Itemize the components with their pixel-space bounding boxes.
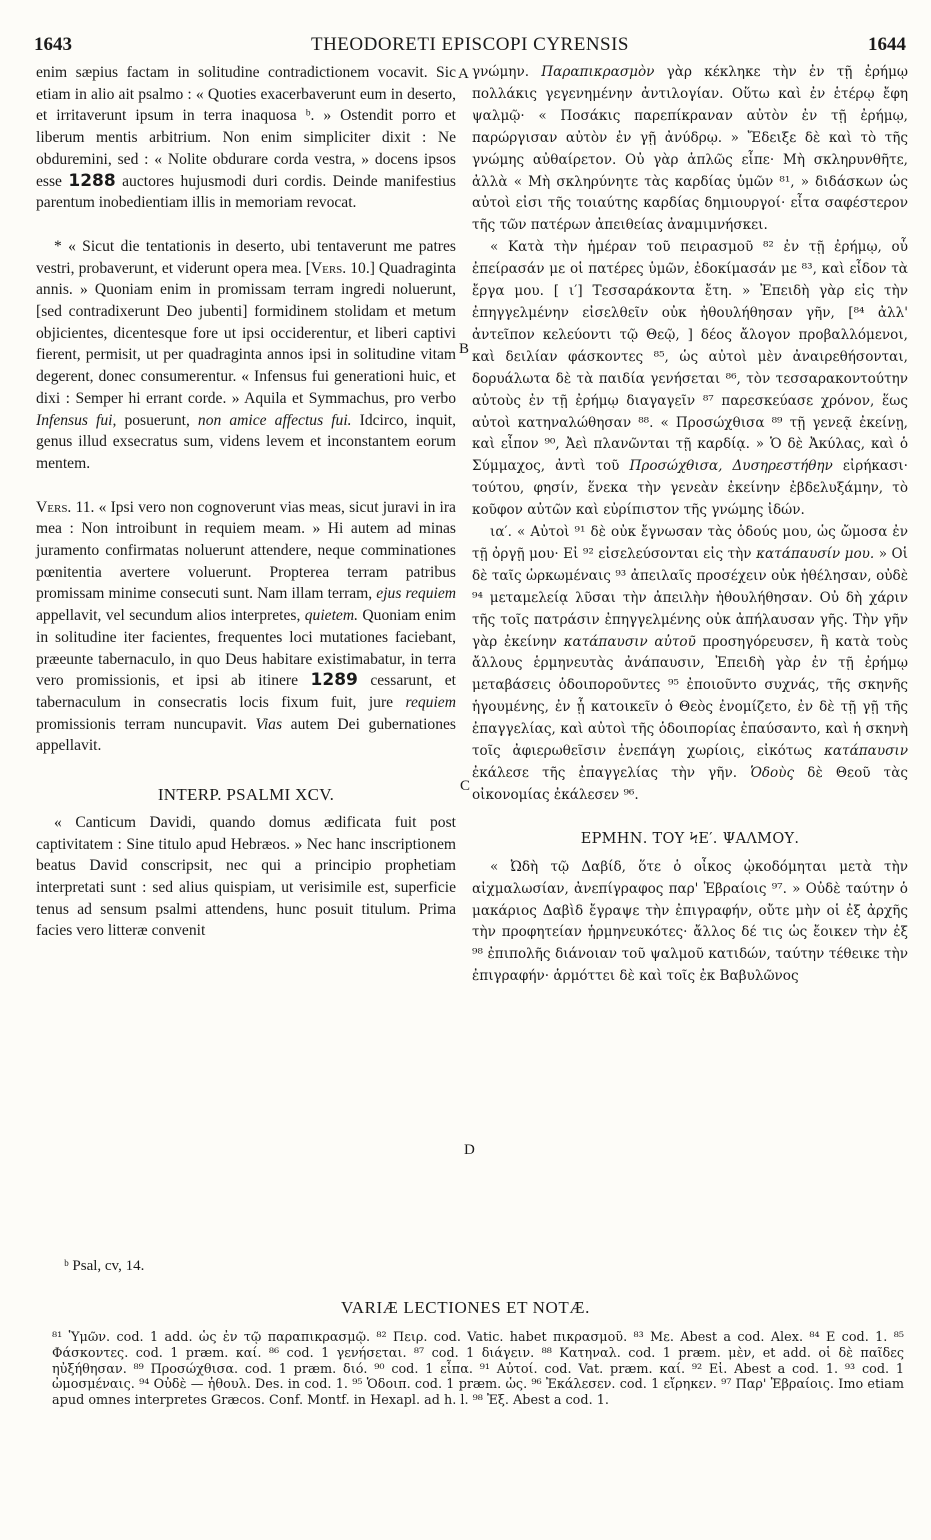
latin-italic: requiem xyxy=(405,693,456,711)
latin-text: * « Sicut die tentationis in deserto, ubi tentaverunt me patres vestri, probaverunt, et viderunt opera mea. [ xyxy=(36,237,456,277)
greek-italic: κατάπαυσίν μου. xyxy=(756,545,875,562)
latin-text: auctores hujusmodi duri cordis. Deinde manifestius parentum inobedientiam illis in memoriam revocat. xyxy=(36,172,456,212)
running-title: THEODORETI EPISCOPI CYRENSIS xyxy=(310,34,630,55)
margin-marker-d: D xyxy=(464,1142,475,1158)
greek-text: » Οἱ δὲ ταῖς ὡρκωμέναις ⁹³ ἀπειλαῖς προσέχειν οὐκ ἠθέλησαν, οὐδὲ ⁹⁴ μεταμελείᾳ λῦσαι τὴν ἀπειλὴν ἠθουλήθησαν. Οὐ δὴ χάριν τῆς τοῖς πατράσιν ἐπηγγελμένης οὐκ ἀπήλαυσαν γῆς. Τὴν γῆν γὰρ ἐκείνην xyxy=(472,545,908,650)
greek-text: εἰρήκασι· τούτου, φησίν, ἕνεκα τὴν γενεὰν ἐκείνην ἐβδελυξάμην, τὸ κοῦφον αὐτῶν καὶ εὐρίπιστον τῆς γνώμης ἰδών. xyxy=(472,458,909,519)
latin-text: 10.] Quadraginta annis. » Quoniam enim in promissam terram ingredi noluerunt, [sed contradixerunt Deo jubenti] formidinem stolidam et metum objicientes, dicentesque fore ut ipsi occiderentur, et liberi captivi fierent, permisit, ut per quadraginta annos ipsi in solitudine vitam degerent, donec consumerentur. « Infensus fui generationi huic, et dixi : Semper hi errant corde. » Aquila et Symmachus, pro verbo xyxy=(36,259,456,407)
greek-text: ἐκάλεσε τῆς ἐπαγγελίας τὴν γῆν. xyxy=(472,765,738,781)
variae-lectiones-title: VARIÆ LECTIONES ET NOTÆ. xyxy=(341,1298,590,1317)
running-header xyxy=(34,32,906,58)
latin-text: Quoniam enim in solitudine iter facientes, frequentes loci mutationes faciebant, præeunte tabernaculo, in quo Deus habitare existimabatur, in terra vero promissionis, et ipsi ab itinere xyxy=(36,607,456,690)
latin-italic: Vias xyxy=(255,715,283,733)
latin-text: autem Dei gubernationes appellavit. xyxy=(36,715,456,755)
latin-italic: ejus requiem xyxy=(376,585,457,603)
latin-column xyxy=(36,62,456,942)
latin-section-title: INTERP. PSALMI XCV. xyxy=(157,785,335,805)
greek-text: γὰρ κέκληκε τὴν ἐν τῇ ἐρήμῳ πολλάκις γεγενημένην ἀντιλογίαν. Οὕτω καὶ ἐν ἑτέρῳ ἔφη ψαλμῷ· « Ποσάκις παρεπίκραναν αὐτὸν ἐν τῇ ἐρήμῳ, παρώργισαν αὐτὸν ἐν γῇ ἀνύδρῳ. » Ἔδειξε δὲ καὶ τὸ τῆς γνώμης αὐθαίρετον. Οὐ γὰρ ἁπλῶς εἶπε· Μὴ σκληρυνθῆτε, ἀλλὰ « Μὴ σκληρύνητε τὰς καρδίας ὑμῶν ⁸¹, » διδάσκων ὡς αὐτοὶ εἰσι τῆς τοιαύτης καρδίας δημιουργοί· εἶτα σαφέστερον τῆς τῶν πατέρων ἀπειθείας ἀναμιμνήσκει. xyxy=(472,64,908,234)
greek-paragraph-3 xyxy=(472,522,908,807)
greek-column xyxy=(472,62,908,988)
greek-text: « Κατὰ τὴν ἡμέραν τοῦ πειρασμοῦ ⁸² ἐν τῇ ἐρήμῳ, οὗ ἐπείρασάν με οἱ πατέρες ὑμῶν, ἐδοκίμασάν με ⁸³, καὶ εἶδον τὰ ἔργα μου. [ ι′] Τεσσαράκοντα ἔτη. » Ἐπειδὴ γὰρ εἰς τὴν ἐπηγγελμένην εἰσελθεῖν οὐκ ἠθουλήθησαν γῆν, [⁸⁴ ἀλλ' ἀντεῖπον κελεύοντι τῷ Θεῷ, ] δέος ἄλογον προβαλλόμενοι, καὶ δειλίαν φάσκοντες ⁸⁵, ὡς αὐτοὶ μὲν ἀναιρεθήσονται, δορυάλωτα δὲ τὰ παιδία γενήσεται ⁸⁶, τὸν τεσσαρακοντούτην αὐτοὺς ἐν τῇ ἐρήμῳ διαγαγεῖν ⁸⁷ παρεσκεύασε χρόνον, ἕως αὐτοὶ κατηναλώθησαν ⁸⁸. « Προσώχθισα ⁸⁹ τῇ γενεᾷ ἐκείνῃ, καὶ εἶπον ⁹⁰, Ἀεὶ πλανῶνται τῇ καρδίᾳ. » Ὁ δὲ Ἀκύλας, καὶ ὁ Σύμμαχος, ἀντὶ τοῦ xyxy=(472,239,908,475)
latin-paragraph-3 xyxy=(36,497,456,757)
greek-italic: κατάπαυσιν αὐτοῦ xyxy=(563,633,696,650)
greek-italic: Ὁδοὺς xyxy=(750,765,795,781)
greek-text: ια′. « Αὐτοὶ ⁹¹ δὲ οὐκ ἔγνωσαν τὰς ὁδούς μου, ὡς ὤμοσα ἐν τῇ ὀργῇ μου· Εἰ ⁹² εἰσελεύσονται εἰς τὴν xyxy=(472,524,908,562)
latin-text: appellavit, vel secundum alios interpretes, xyxy=(36,607,301,625)
greek-text: γνώμην. xyxy=(472,64,530,80)
margin-marker-a: A xyxy=(458,66,469,82)
latin-italic: non amice affectus fui. xyxy=(197,411,352,429)
latin-text: promissionis terram nuncupavit. xyxy=(36,715,247,733)
variae-lectiones-notes xyxy=(52,1330,904,1409)
page-number-left: 1643 xyxy=(34,34,72,55)
greek-section-title: ΕΡΜΗΝ. ΤΟΥ ϞΕ′. ΨΑΛΜΟΥ. xyxy=(580,830,800,847)
greek-italic: κατάπαυσιν xyxy=(823,743,908,760)
latin-paragraph-4: « Canticum Davidi, quando domus ædificata fuit post captivitatem : Sine titulo apud Hebræos. » Nec hanc inscriptionem beatus David conscripsit, nec qui a principio prophetiam interpretati sunt : sed alius quispiam, ut verisimile est, superficie tenus ad sensum psalmi attendens, hunc posuit titulum. Prima facies vero litteræ convenit xyxy=(36,813,456,940)
notes-text: ⁸¹ Ὑμῶν. cod. 1 add. ὡς ἐν τῷ παραπικρασμῷ. ⁸² Πειρ. cod. Vatic. habet πικρασμοῦ. ⁸³ Με. Abest a cod. Alex. ⁸⁴ E cod. 1. ⁸⁵ Φάσκοντες. cod. 1 præm. καί. ⁸⁶ cod. 1 γενήσεται. ⁸⁷ cod. 1 διάγειν. ⁸⁸ Κατηναλ. cod. 1 præm. μὲν, et add. οἱ δὲ παῖδες ηὐξήθησαν. ⁸⁹ Προσώχθισα. cod. 1 præm. διό. ⁹⁰ cod. 1 εἶπα. ⁹¹ Αὐτοί. cod. Vat. præm. καί. ⁹² Εἰ. Abest a cod. 1. ⁹³ cod. 1 ὠμοσμέναις. ⁹⁴ Οὐδὲ — ἠθουλ. Des. in cod. 1. ⁹⁵ Ὁδοιπ. cod. 1 præm. ὡς. ⁹⁶ Ἐκάλεσεν. cod. 1 εἴρηκεν. ⁹⁷ Παρ' Ἑβραίοις. Imo etiam apud omnes interpretes Græcos. Conf. Montf. in Hexapl. ad h. l. ⁹⁸ Ἐξ. Abest a cod. 1. xyxy=(52,1330,904,1409)
greek-italic: Παραπικρασμὸν xyxy=(541,64,655,80)
latin-text: enim sæpius factam in solitudine contradictionem vocavit. Sic etiam in alio ait psalmo : « Quoties exacerbaverunt eum in deserto, et irritaverunt ipsum in terra inaquosa ᵇ. » Ostendit porro et liberum mentis arbitrium. Non enim simpliciter dixit : Ne obduremini, sed : « Nolite obdurare corda vestra, » docens ipsos esse xyxy=(36,64,456,190)
latin-text: posuerunt, xyxy=(124,411,190,429)
latin-text: cessarunt, et tabernaculum in consecratis locis fixum fuit, jure xyxy=(36,672,456,711)
greek-text: προσηγόρευσεν, ἢ κατὰ τοὺς ἄλλους ἑρμηνευτὰς ἀνάπαυσιν, Ἐπειδὴ γὰρ ἐν τῇ ἐρήμῳ μεταβάσεις ὁδοιποροῦντες ⁹⁵ ἐποιοῦντο συχνάς, τῆς σκηνῆς ἡγουμένης, ἐν ᾗ κατοικεῖν ὁ Θεὸς ἐνομίζετο, ἐν δὲ τῇ γῇ τῆς ἐπαγγελίας, καὶ αὐτοὶ τῆς ὁδοιπορίας ἐπαύσαντο, καὶ ἡ σκηνὴ τοῖς ἀφιερωθεῖσιν ἐνεπάγη χωρίοις, εἰκότως xyxy=(472,633,909,760)
column-number-1288: 1288 xyxy=(68,170,116,191)
latin-text: 11. « Ipsi vero non cognoverunt vias meas, sicut juravi in ira mea : Non introibunt in requiem meam. » Hi autem ad minas juramento confirmatas noluerunt attendere, neque comminationes pœnitentia avertere voluerunt. Propterea terram patribus promissam minime consecuti sunt. Nam illam terram, xyxy=(36,498,456,603)
footnote: ᵇ Psal, cv, 14. xyxy=(64,1258,145,1274)
latin-text: Idcirco, inquit, genus illud exsecratus sum, videns levem et inconstantem eorum mentem. xyxy=(36,411,457,472)
greek-paragraph-2 xyxy=(472,237,908,522)
latin-italic: Infensus fui, xyxy=(36,411,117,429)
column-number-1289: 1289 xyxy=(310,670,358,691)
verse-label: Vers. xyxy=(36,498,72,516)
greek-paragraph-1 xyxy=(472,62,908,237)
latin-italic: quietem. xyxy=(304,607,358,625)
greek-italic: Προσώχθισα, Δυσηρεστήθην xyxy=(629,458,833,475)
margin-marker-b: B xyxy=(459,341,470,357)
latin-paragraph-2 xyxy=(36,236,456,475)
verse-label: Vers. xyxy=(310,259,347,277)
latin-paragraph-1 xyxy=(36,62,456,214)
greek-text: δὲ Θεοῦ τὰς οἰκονομίας ἐκάλεσεν ⁹⁶. xyxy=(472,765,908,803)
greek-paragraph-4: « Ὠδὴ τῷ Δαβίδ, ὅτε ὁ οἶκος ᾠκοδόμηται μετὰ τὴν αἰχμαλωσίαν, ἀνεπίγραφος παρ' Ἑβραίοις ⁹⁷. » Οὐδὲ ταύτην ὁ μακάριος Δαβὶδ ἔγραψε τὴν ἐπιγραφήν, οὔτε μὴν οἱ ἐξ ἀρχῆς τὴν προφητείαν ἡρμηνευκότες· ἄλλος δέ τις ὡς ἔοικεν τὴν ἐξ ⁹⁸ ἐπιπολῆς διάνοιαν τοῦ ψαλμοῦ κατιδών, ταύτην τέθεικε τὴν ἐπιγραφήν· ἁρμόττει δὲ καὶ τοῖς ἐκ Βαβυλῶνος xyxy=(472,858,908,985)
margin-marker-c: C xyxy=(460,778,471,794)
page-number-right: 1644 xyxy=(868,34,906,55)
